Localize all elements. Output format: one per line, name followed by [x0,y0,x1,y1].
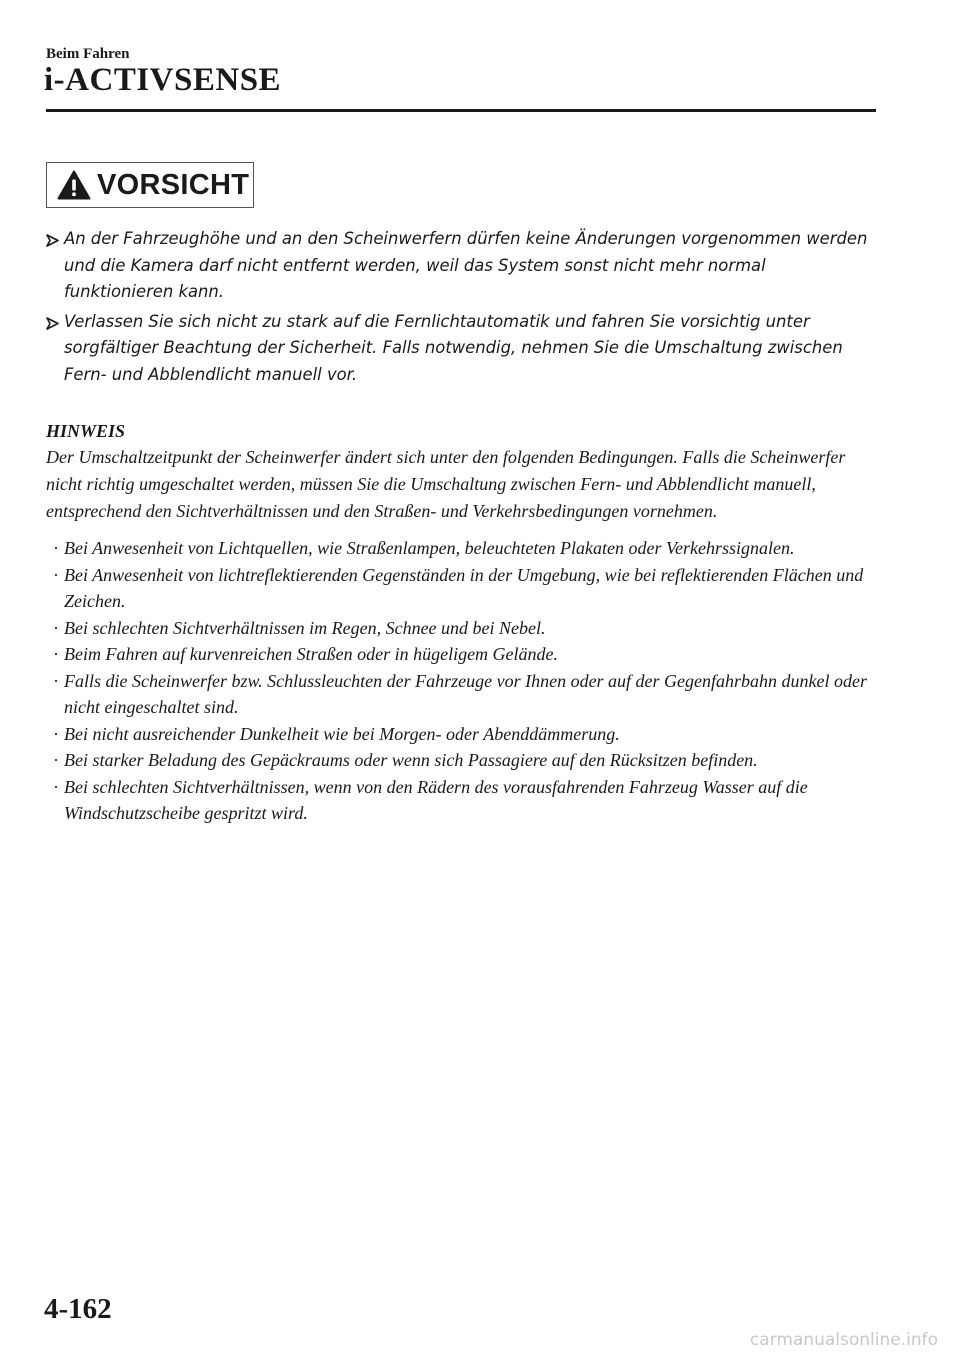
note-item-text: Bei schlechten Sichtverhältnissen, wenn von den Rädern des vorausfahrenden Fahrzeug Wasser auf die Windschutzscheibe gespritzt wird. [64,776,808,824]
note-heading: HINWEIS [46,421,126,441]
arrow-right-icon [46,234,59,247]
note-item [46,562,876,615]
arrow-right-icon [46,317,59,330]
caution-item-text: An der Fahrzeughöhe und an den Scheinwerfern dürfen keine Änderungen vorgenommen werden und die Kamera darf nicht entfernt werden, weil das System sonst nicht mehr normal funktionieren kann. [64,229,868,301]
note-item [46,641,876,668]
note-item [46,668,876,721]
caution-item [46,226,876,306]
bullet-icon: · [53,538,59,559]
note-block [46,418,876,827]
note-item [46,615,876,642]
note-item-text: Bei Anwesenheit von Lichtquellen, wie Straßenlampen, beleuchteten Plakaten oder Verkehrssignalen. [64,538,795,559]
caution-label: VORSICHT [97,168,250,201]
note-item-text: Beim Fahren auf kurvenreichen Straßen oder in hügeligem Gelände. [64,644,559,665]
bullet-icon: · [53,723,59,744]
page-title: i-ACTIVSENSE [44,62,282,98]
section-label: Beim Fahren [46,46,130,62]
watermark: carmanualsonline.info [749,1330,938,1350]
note-item-text: Bei schlechten Sichtverhältnissen im Regen, Schnee und bei Nebel. [64,617,546,638]
caution-box [46,162,254,208]
note-item [46,721,876,748]
header-divider [46,109,876,112]
bullet-icon: · [53,750,59,771]
caution-list [46,226,876,391]
bullet-icon: · [53,670,59,691]
note-item-text: Bei nicht ausreichender Dunkelheit wie bei Morgen- oder Abenddämmerung. [64,723,620,744]
note-intro: Der Umschaltzeitpunkt der Scheinwerfer ändert sich unter den folgenden Bedingungen. Falls die Scheinwerfer nicht richtig umgeschaltet werden, müssen Sie die Umschaltung zwischen Fern- und Abblendlicht manuell, entsprechend den Sichtverhältnissen und den Straßen- und Verkehrsbedingungen vornehmen. [46,447,846,521]
note-item [46,535,876,562]
page-number: 4-162 [44,1293,112,1325]
bullet-icon: · [53,776,59,797]
note-list [46,535,876,827]
bullet-icon: · [53,564,59,585]
note-item [46,747,876,774]
caution-item [46,309,876,389]
warning-triangle-icon [57,170,91,200]
note-item-text: Bei Anwesenheit von lichtreflektierenden Gegenständen in der Umgebung, wie bei reflektierenden Flächen und Zeichen. [64,564,864,612]
note-item [46,774,876,827]
note-item-text: Falls die Scheinwerfer bzw. Schlussleuchten der Fahrzeuge vor Ihnen oder auf der Gegenfahrbahn dunkel oder nicht eingeschaltet sind. [64,670,868,718]
bullet-icon: · [53,617,59,638]
note-item-text: Bei starker Beladung des Gepäckraums oder wenn sich Passagiere auf den Rücksitzen befinden. [64,750,758,771]
caution-item-text: Verlassen Sie sich nicht zu stark auf die Fernlichtautomatik und fahren Sie vorsichtig unter sorgfältiger Beachtung der Sicherheit. Falls notwendig, nehmen Sie die Umschaltung zwischen Fern- und Abblendlicht manuell vor. [64,311,843,384]
bullet-icon: · [53,644,59,665]
